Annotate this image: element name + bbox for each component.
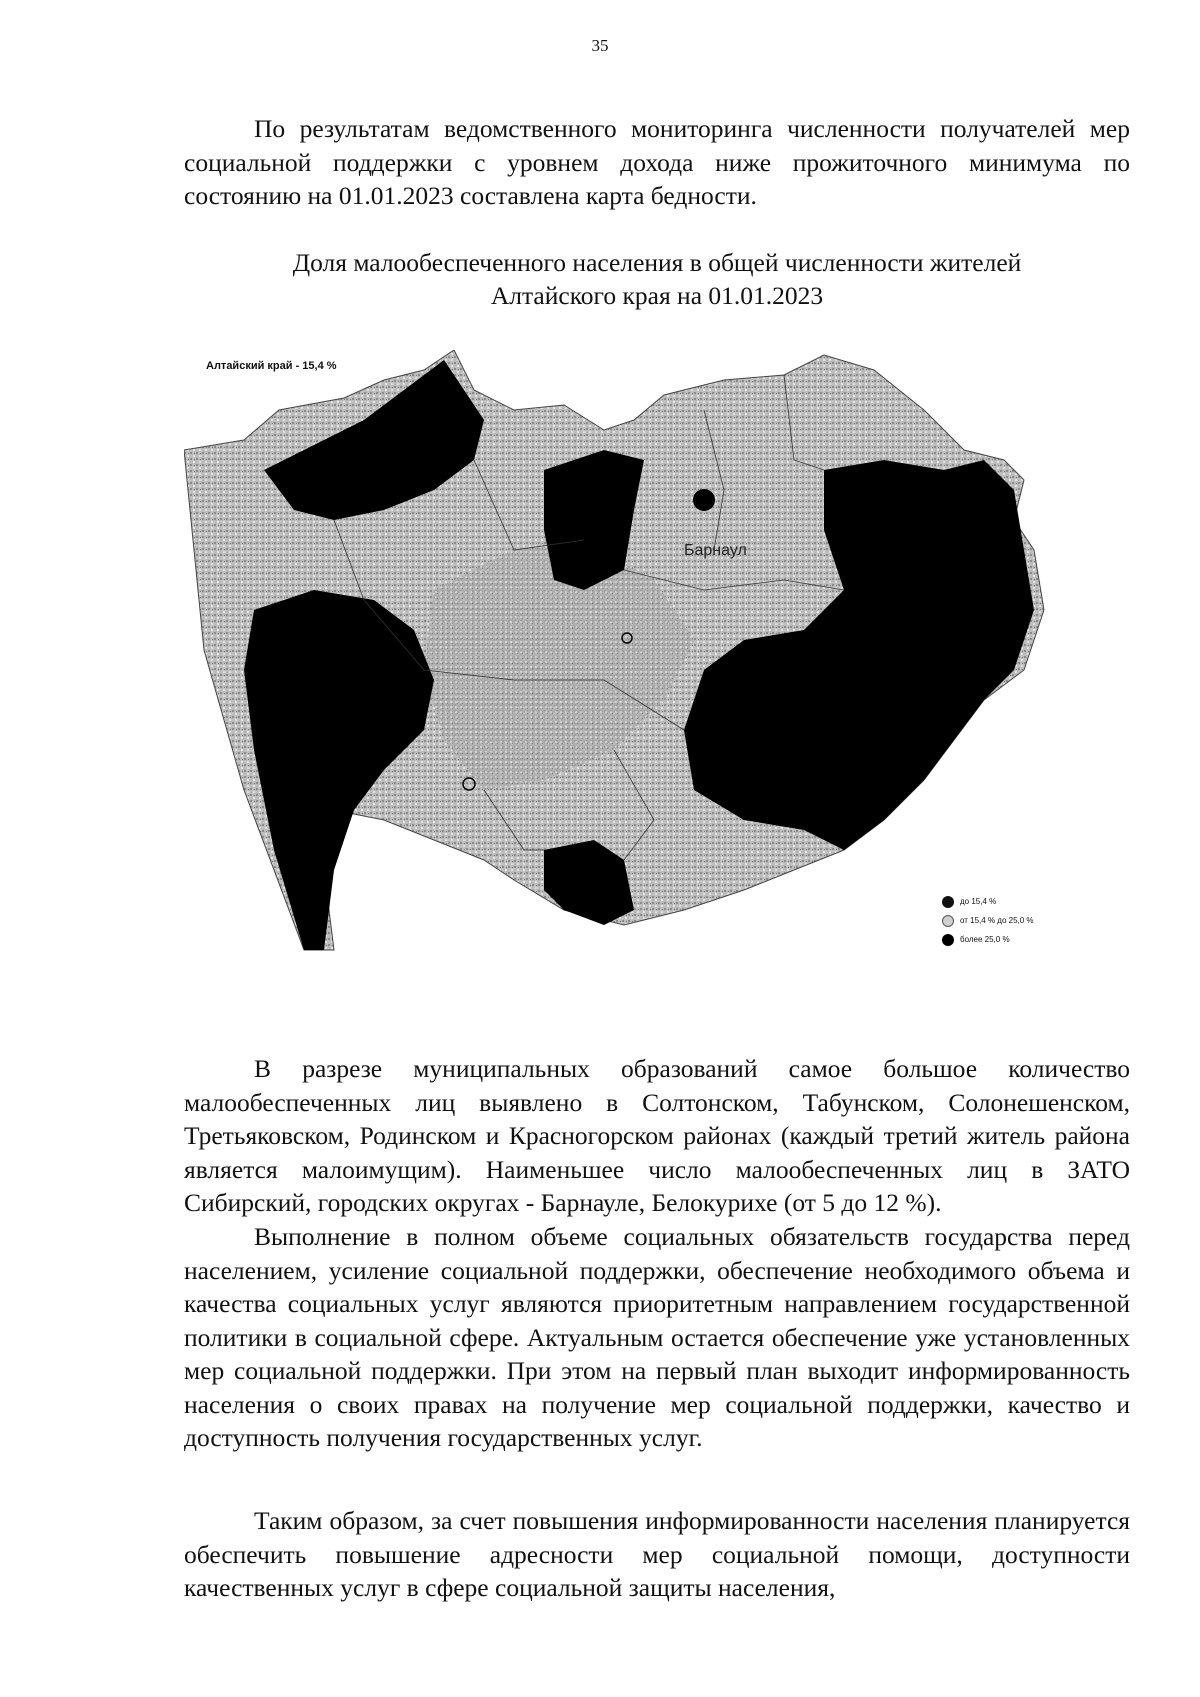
legend-item-high [942, 930, 1034, 949]
legend-swatch-low [942, 896, 954, 908]
intro-paragraph: По результатам ведомственного мониторинга численности получателей мер социальной поддержки с уровнем дохода ниже прожиточного минимума по состоянию на 01.01.2023 составлена карта бедности. [184, 114, 1130, 210]
legend-label-mid: от 15,4 % до 25,0 % [960, 916, 1034, 925]
poverty-map [184, 350, 1124, 1000]
map-total-label: Алтайский край - 15,4 % [206, 360, 337, 372]
body-paragraph-1: В разрезе муниципальных образований самое большое количество малообеспеченных лиц выявлено в Солтонском, Табунском, Солонешенском, Третьяковском, Родинском и Красногорском районах (каждый третий житель района является малоимущим). Наименьшее число малообеспеченных лиц в ЗАТО Сибирский, городских округах - Барнауле, Белокурихе (от 5 до 12 %). [184, 1054, 1130, 1217]
city-label-barnaul: Барнаул [684, 542, 747, 559]
map-legend [942, 892, 1034, 949]
page-number: 35 [591, 36, 609, 55]
map-title-line-2: Алтайского края на 01.01.2023 [490, 281, 824, 310]
map-title-line-1: Доля малообеспеченного населения в общей численности жителей [292, 248, 1022, 277]
map-title [184, 246, 1130, 312]
legend-item-mid [942, 911, 1034, 930]
legend-swatch-mid [942, 915, 954, 927]
legend-item-low [942, 892, 1034, 911]
legend-label-low: до 15,4 % [960, 897, 997, 906]
legend-label-high: более 25,0 % [960, 935, 1010, 944]
barnaul-marker [693, 489, 715, 511]
body-paragraph-3: Таким образом, за счет повышения информированности населения планируется обеспечить повышение адресности мер социальной помощи, доступности качественных услуг в сфере социальной защиты населения, [184, 1506, 1130, 1602]
body-paragraph-2: Выполнение в полном объеме социальных обязательств государства перед населением, усиление социальной поддержки, обеспечение необходимого объема и качества социальных услуг являются приоритетным направлением государственной политики в социальной сфере. Актуальным остается обеспечение уже установленных мер социальной поддержки. При этом на первый план выходит информированность населения о своих правах на получение мер социальной поддержки, качество и доступность получения государственных услуг. [184, 1222, 1130, 1452]
legend-swatch-high [942, 934, 954, 946]
